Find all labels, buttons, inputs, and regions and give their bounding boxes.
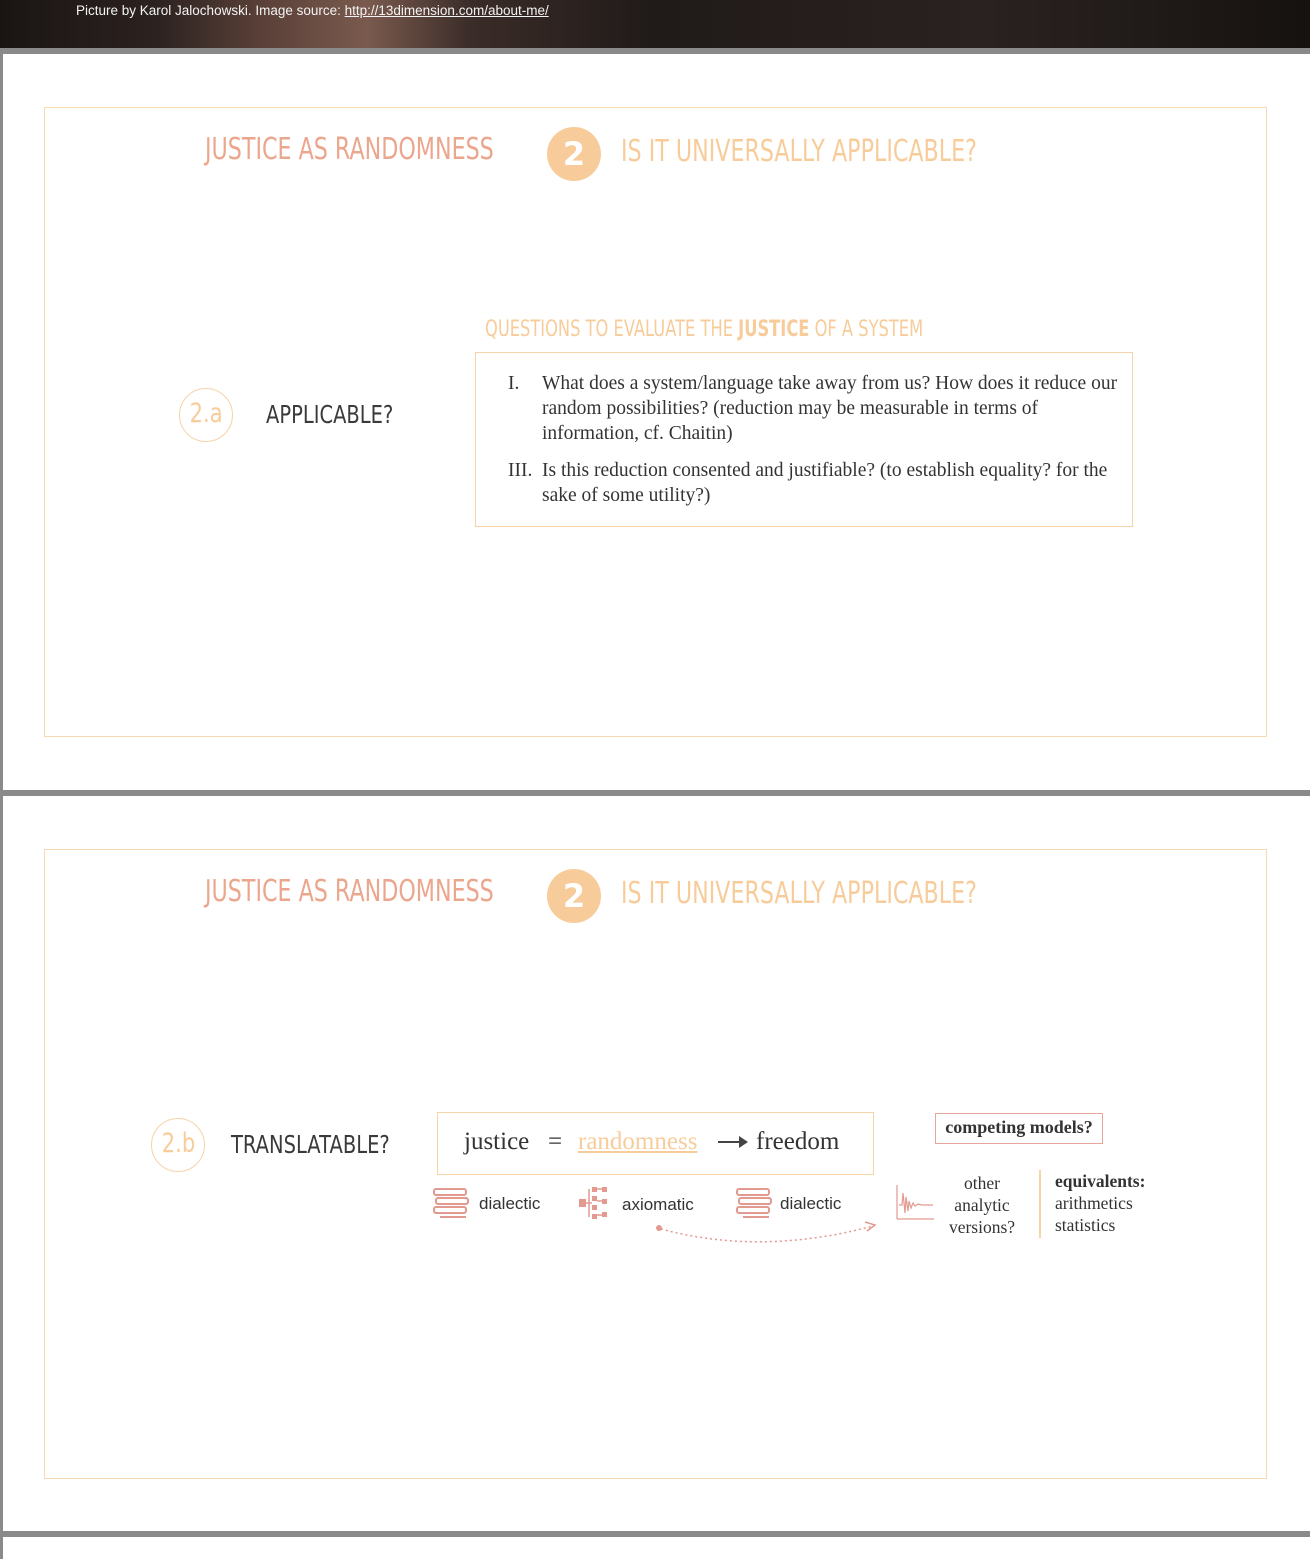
question-number: III.	[508, 460, 533, 481]
slide-title-right: IS IT UNIVERSALLY APPLICABLE?	[621, 134, 977, 169]
slide-page-2	[3, 796, 1310, 1531]
credit-link[interactable]: http://13dimension.com/about-me/	[344, 3, 549, 18]
method-axiomatic: axiomatic	[622, 1195, 694, 1214]
slide-page-3	[3, 1537, 1310, 1559]
books-icon	[432, 1186, 470, 1222]
question-number: I.	[508, 373, 520, 394]
method-dialectic-2: dialectic	[780, 1194, 842, 1213]
top-image-banner	[0, 0, 1310, 48]
hierarchy-icon	[577, 1185, 613, 1223]
questions-box	[475, 352, 1133, 527]
equation-left: justice	[464, 1128, 530, 1155]
subsection-badge: 2.b	[151, 1118, 205, 1172]
divider	[1039, 1170, 1041, 1238]
other-versions-text: other analytic versions?	[948, 1173, 1016, 1237]
equation-right: freedom	[756, 1128, 840, 1155]
credit-prefix: Picture by Karol Jalochowski. Image source:	[76, 3, 345, 18]
equivalents-text: equivalents: arithmetics statistics	[1055, 1171, 1146, 1235]
subsection-badge: 2.a	[179, 388, 233, 442]
section-number-badge: 2	[547, 127, 601, 181]
slide-frame	[44, 107, 1267, 737]
equation-middle: randomness	[578, 1128, 698, 1155]
method-dialectic: dialectic	[479, 1194, 541, 1213]
dotted-arrow-icon	[651, 1216, 881, 1256]
equation-equals: =	[548, 1128, 563, 1155]
question-text: Is this reduction consented and justifiable? (to establish equality? for the sake of some utility?)	[542, 460, 1108, 506]
subsection-label: TRANSLATABLE?	[231, 1130, 390, 1159]
image-credit	[76, 3, 549, 18]
waveform-chart-icon	[894, 1183, 936, 1223]
slide-title-right: IS IT UNIVERSALLY APPLICABLE?	[621, 876, 977, 911]
equation-box	[437, 1112, 874, 1175]
section-number-badge: 2	[547, 869, 601, 923]
slide-frame	[44, 849, 1267, 1479]
questions-heading: QUESTIONS TO EVALUATE THE JUSTICE OF A SYSTEM	[485, 317, 924, 342]
slide-page-1	[3, 54, 1310, 790]
arrow-icon	[718, 1141, 746, 1143]
competing-models-box: competing models?	[935, 1113, 1103, 1144]
subsection-label: APPLICABLE?	[266, 400, 394, 429]
question-text: What does a system/language take away from us? How does it reduce our random possibilities? (reduction may be measurable in terms of information, cf. Chaitin)	[542, 373, 1118, 444]
slide-title-left: JUSTICE AS RANDOMNESS	[205, 132, 494, 167]
slide-title-left: JUSTICE AS RANDOMNESS	[205, 874, 494, 909]
